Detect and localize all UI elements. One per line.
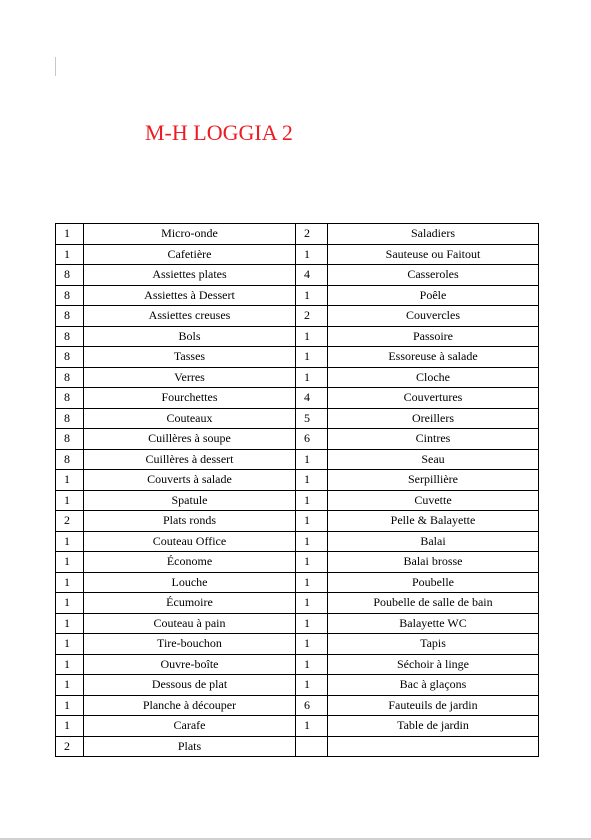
right-quantity-cell: 1 (296, 593, 328, 614)
right-item-cell: Cloche (328, 367, 539, 388)
table-row (56, 593, 539, 614)
table-row (56, 408, 539, 429)
right-item-cell: Casseroles (328, 265, 539, 286)
left-item-cell: Bols (84, 326, 296, 347)
left-quantity-cell: 8 (56, 347, 84, 368)
right-item-cell: Fauteuils de jardin (328, 695, 539, 716)
left-item-cell: Cafetière (84, 244, 296, 265)
table-row (56, 736, 539, 757)
table-row (56, 285, 539, 306)
left-item-cell: Assiettes à Dessert (84, 285, 296, 306)
left-item-cell: Économe (84, 552, 296, 573)
left-quantity-cell: 1 (56, 613, 84, 634)
left-quantity-cell: 1 (56, 634, 84, 655)
table-row (56, 347, 539, 368)
table-row (56, 695, 539, 716)
right-item-cell: Pelle & Balayette (328, 511, 539, 532)
left-item-cell: Planche à découper (84, 695, 296, 716)
left-quantity-cell: 2 (56, 511, 84, 532)
right-item-cell: Balayette WC (328, 613, 539, 634)
table-row (56, 634, 539, 655)
table-row (56, 552, 539, 573)
right-item-cell: Couvercles (328, 306, 539, 327)
table-row (56, 511, 539, 532)
table-row (56, 326, 539, 347)
left-quantity-cell: 1 (56, 470, 84, 491)
table-row (56, 265, 539, 286)
left-item-cell: Micro-onde (84, 224, 296, 245)
table-row (56, 367, 539, 388)
table-row (56, 449, 539, 470)
right-quantity-cell: 1 (296, 675, 328, 696)
right-quantity-cell: 1 (296, 367, 328, 388)
left-quantity-cell: 1 (56, 531, 84, 552)
left-quantity-cell: 1 (56, 244, 84, 265)
table-row (56, 429, 539, 450)
right-quantity-cell: 6 (296, 695, 328, 716)
left-item-cell: Assiettes creuses (84, 306, 296, 327)
left-item-cell: Tire-bouchon (84, 634, 296, 655)
right-item-cell: Table de jardin (328, 716, 539, 737)
left-item-cell: Plats (84, 736, 296, 757)
left-quantity-cell: 8 (56, 306, 84, 327)
table-row (56, 306, 539, 327)
table-row (56, 531, 539, 552)
right-item-cell: Passoire (328, 326, 539, 347)
left-item-cell: Spatule (84, 490, 296, 511)
left-item-cell: Couteau à pain (84, 613, 296, 634)
right-quantity-cell: 1 (296, 654, 328, 675)
left-item-cell: Plats ronds (84, 511, 296, 532)
left-quantity-cell: 1 (56, 654, 84, 675)
table-row (56, 613, 539, 634)
left-quantity-cell: 8 (56, 285, 84, 306)
right-item-cell: Balai brosse (328, 552, 539, 573)
right-item-cell: Bac à glaçons (328, 675, 539, 696)
right-item-cell (328, 736, 539, 757)
right-item-cell: Balai (328, 531, 539, 552)
left-item-cell: Écumoire (84, 593, 296, 614)
left-quantity-cell: 1 (56, 552, 84, 573)
right-quantity-cell: 2 (296, 306, 328, 327)
right-quantity-cell (296, 736, 328, 757)
left-item-cell: Carafe (84, 716, 296, 737)
right-item-cell: Tapis (328, 634, 539, 655)
left-item-cell: Couteaux (84, 408, 296, 429)
right-quantity-cell: 4 (296, 388, 328, 409)
table-row (56, 490, 539, 511)
right-item-cell: Poêle (328, 285, 539, 306)
right-quantity-cell: 1 (296, 572, 328, 593)
inventory-table-body (56, 224, 539, 757)
table-row (56, 244, 539, 265)
right-quantity-cell: 1 (296, 552, 328, 573)
table-row (56, 470, 539, 491)
right-quantity-cell: 1 (296, 716, 328, 737)
right-quantity-cell: 1 (296, 490, 328, 511)
left-quantity-cell: 1 (56, 490, 84, 511)
left-item-cell: Fourchettes (84, 388, 296, 409)
right-quantity-cell: 1 (296, 531, 328, 552)
right-item-cell: Sauteuse ou Faitout (328, 244, 539, 265)
left-item-cell: Ouvre-boîte (84, 654, 296, 675)
table-row (56, 654, 539, 675)
table-row (56, 224, 539, 245)
left-quantity-cell: 1 (56, 716, 84, 737)
text-cursor (55, 57, 56, 76)
right-quantity-cell: 1 (296, 511, 328, 532)
right-item-cell: Poubelle de salle de bain (328, 593, 539, 614)
left-quantity-cell: 8 (56, 429, 84, 450)
right-quantity-cell: 1 (296, 244, 328, 265)
right-quantity-cell: 1 (296, 285, 328, 306)
right-quantity-cell: 1 (296, 326, 328, 347)
left-quantity-cell: 1 (56, 224, 84, 245)
right-quantity-cell: 1 (296, 347, 328, 368)
page-title: M-H LOGGIA 2 (145, 120, 293, 145)
left-item-cell: Couteau Office (84, 531, 296, 552)
right-item-cell: Poubelle (328, 572, 539, 593)
right-item-cell: Serpillière (328, 470, 539, 491)
left-item-cell: Assiettes plates (84, 265, 296, 286)
left-item-cell: Louche (84, 572, 296, 593)
left-quantity-cell: 2 (56, 736, 84, 757)
left-quantity-cell: 1 (56, 695, 84, 716)
right-item-cell: Seau (328, 449, 539, 470)
right-item-cell: Séchoir à linge (328, 654, 539, 675)
left-quantity-cell: 1 (56, 572, 84, 593)
table-row (56, 388, 539, 409)
right-quantity-cell: 1 (296, 449, 328, 470)
left-quantity-cell: 8 (56, 388, 84, 409)
left-quantity-cell: 1 (56, 675, 84, 696)
left-item-cell: Cuillères à soupe (84, 429, 296, 450)
right-quantity-cell: 4 (296, 265, 328, 286)
table-row (56, 572, 539, 593)
left-quantity-cell: 8 (56, 367, 84, 388)
right-item-cell: Essoreuse à salade (328, 347, 539, 368)
right-quantity-cell: 1 (296, 634, 328, 655)
right-quantity-cell: 2 (296, 224, 328, 245)
right-quantity-cell: 6 (296, 429, 328, 450)
left-item-cell: Tasses (84, 347, 296, 368)
right-quantity-cell: 1 (296, 613, 328, 634)
left-quantity-cell: 8 (56, 449, 84, 470)
left-quantity-cell: 8 (56, 408, 84, 429)
left-quantity-cell: 1 (56, 593, 84, 614)
right-quantity-cell: 1 (296, 470, 328, 491)
left-item-cell: Dessous de plat (84, 675, 296, 696)
right-item-cell: Cuvette (328, 490, 539, 511)
left-item-cell: Cuillères à dessert (84, 449, 296, 470)
right-item-cell: Couvertures (328, 388, 539, 409)
left-item-cell: Verres (84, 367, 296, 388)
table-row (56, 716, 539, 737)
table-row (56, 675, 539, 696)
right-item-cell: Oreillers (328, 408, 539, 429)
inventory-table (55, 223, 539, 757)
left-quantity-cell: 8 (56, 326, 84, 347)
left-item-cell: Couverts à salade (84, 470, 296, 491)
left-quantity-cell: 8 (56, 265, 84, 286)
right-item-cell: Saladiers (328, 224, 539, 245)
right-item-cell: Cintres (328, 429, 539, 450)
right-quantity-cell: 5 (296, 408, 328, 429)
